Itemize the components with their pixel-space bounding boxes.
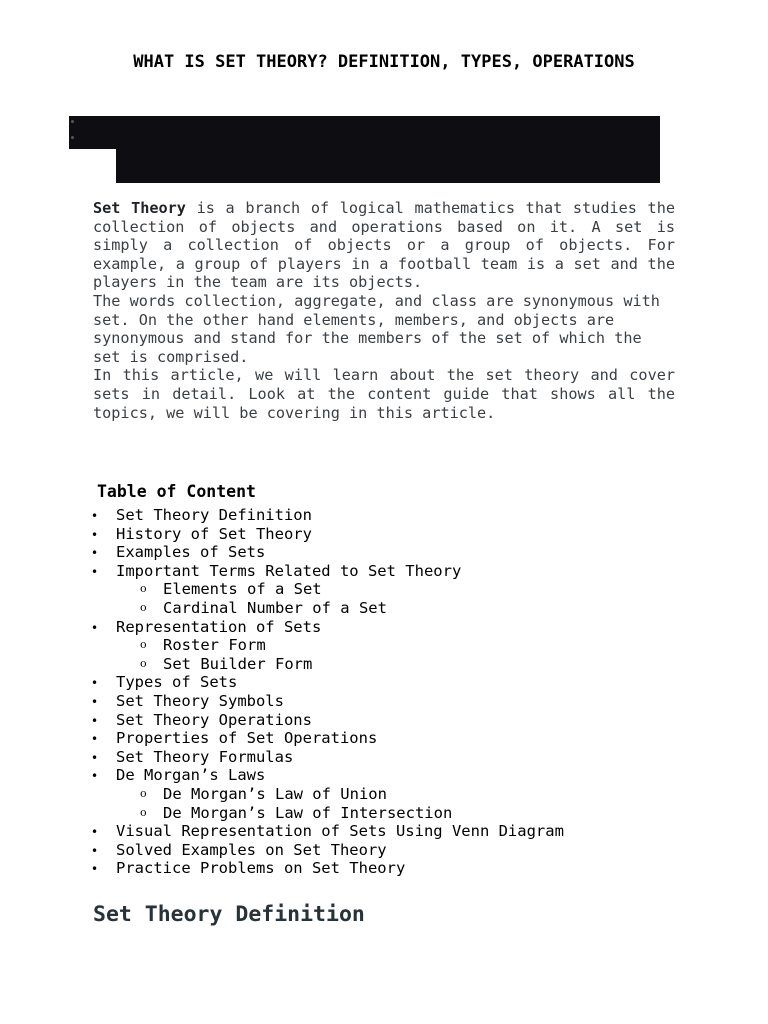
section-heading: Set Theory Definition [93, 902, 365, 927]
redacted-banner-image [69, 116, 660, 183]
intro-paragraph-2: The words collection, aggregate, and class are synonymous with set. On the other hand elements, members, and objects are synonymous and stand for the members of the set of which the set is comprised. [93, 291, 660, 366]
intro-paragraph-3: In this article, we will learn about the set theory and cover sets in detail. Look at the content guide that shows all the topics, we will be covering in this article. [93, 366, 675, 422]
toc-subitem[interactable]: o Cardinal Number of a Set [93, 599, 693, 618]
toc-item[interactable]: • Set Theory Symbols [93, 692, 693, 711]
toc-subitem[interactable]: o Elements of a Set [93, 580, 693, 599]
banner-notch [69, 149, 116, 183]
toc-subitem[interactable]: o De Morgan’s Law of Union [93, 785, 693, 804]
toc-item[interactable]: • Examples of Sets [93, 543, 693, 562]
toc-item[interactable]: • De Morgan’s Laws [93, 766, 693, 785]
toc-item[interactable]: • Set Theory Operations [93, 711, 693, 730]
toc-item[interactable]: • Solved Examples on Set Theory [93, 841, 693, 860]
table-of-contents [93, 506, 693, 878]
intro-paragraph-1-text: is a branch of logical mathematics that studies the collection of objects and operations based on it. A set is simply a collection of objects or a group of objects. For example, a group of players in a football team is a set and the players in the team are its objects. [93, 199, 675, 292]
toc-item[interactable]: • Properties of Set Operations [93, 729, 693, 748]
toc-item[interactable]: • Set Theory Definition [93, 506, 693, 525]
toc-item[interactable]: • Visual Representation of Sets Using Venn Diagram [93, 822, 693, 841]
toc-item[interactable]: • History of Set Theory [93, 525, 693, 544]
toc-subitem[interactable]: o Roster Form [93, 636, 693, 655]
page-title: WHAT IS SET THEORY? DEFINITION, TYPES, OPERATIONS [133, 52, 635, 72]
banner-dot [71, 120, 74, 123]
toc-item[interactable]: • Representation of Sets [93, 618, 693, 637]
toc-subitem[interactable]: o Set Builder Form [93, 655, 693, 674]
toc-item[interactable]: • Important Terms Related to Set Theory [93, 562, 693, 581]
intro-paragraph-1 [93, 199, 675, 292]
intro-text [93, 199, 675, 422]
banner-dot [71, 136, 74, 139]
toc-heading: Table of Content [97, 482, 256, 501]
toc-item[interactable]: • Set Theory Formulas [93, 748, 693, 767]
toc-subitem[interactable]: o De Morgan’s Law of Intersection [93, 804, 693, 823]
toc-item[interactable]: • Practice Problems on Set Theory [93, 859, 693, 878]
toc-item[interactable]: • Types of Sets [93, 673, 693, 692]
intro-term: Set Theory [93, 199, 186, 217]
